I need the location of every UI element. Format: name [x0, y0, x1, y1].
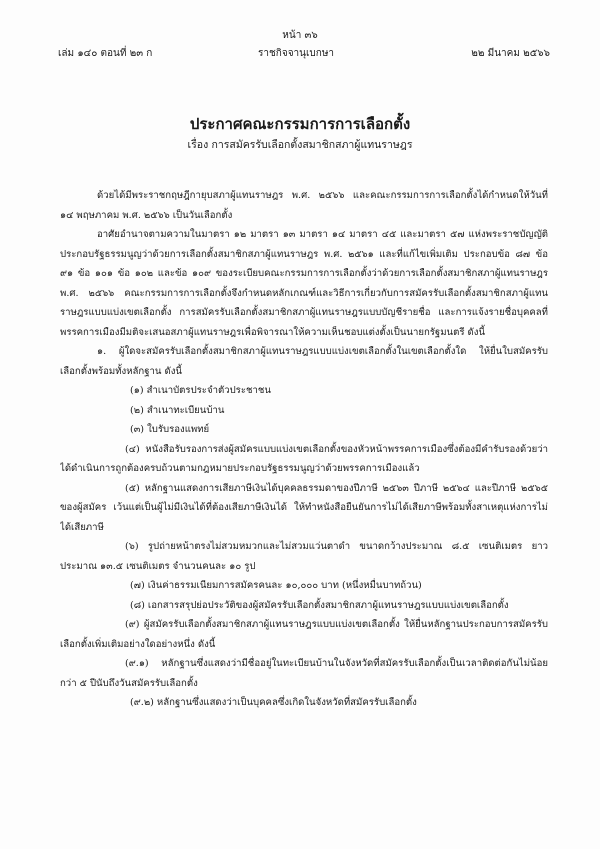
paragraph-clause-1: ๑. ผู้ใดจะสมัครรับเลือกตั้งสมาชิกสภาผู้แทนราษฎรแบบแบ่งเขตเลือกตั้งในเขตเลือกตั้งใด ให้ยื่นใบสมัครรับเลือกตั้งพร้อมทั้งหลักฐาน ดังนี้	[60, 346, 548, 377]
list-item: (๖) รูปถ่ายหน้าตรงไม่สวมหมวกและไม่สวมแว่นตาดำ ขนาดกว้างประมาณ ๘.๕ เซนติเมตร ยาวประมาณ ๑๓.๕ เซนติเมตร จำนวนคนละ ๑๐ รูป	[60, 541, 548, 572]
list-item: (๔) หนังสือรับรองการส่งผู้สมัครแบบแบ่งเขตเลือกตั้งของหัวหน้าพรรคการเมืองซึ่งต้องมีคำรับรองด้วยว่าได้ดำเนินการถูกต้องครบถ้วนตามกฎหมายประกอบรัฐธรรมนูญว่าด้วยพรรคการเมืองแล้ว	[60, 443, 548, 474]
gazette-date: ๒๒ มีนาคม ๒๕๖๖	[471, 48, 550, 59]
sub-list-item: (๙.๒) หลักฐานซึ่งแสดงว่าเป็นบุคคลซึ่งเกิดในจังหวัดที่สมัครรับเลือกตั้ง	[130, 697, 417, 708]
announcement-title: ประกาศคณะกรรมการการเลือกตั้ง	[189, 115, 411, 133]
volume-issue: เล่ม ๑๔๐ ตอนที่ ๒๓ ก	[58, 48, 153, 59]
gazette-name: ราชกิจจานุเบกษา	[258, 48, 335, 59]
list-item: (๑) สำเนาบัตรประจำตัวประชาชน	[130, 385, 271, 396]
paragraph-authority: อาศัยอำนาจตามความในมาตรา ๑๒ มาตรา ๑๓ มาตรา ๑๔ มาตรา ๔๕ และมาตรา ๕๗ แห่งพระราชบัญญัติประกอบรัฐธรรมนูญว่าด้วยการเลือกตั้งสมาชิกสภาผู้แทนราษฎร พ.ศ. ๒๕๖๑ และที่แก้ไขเพิ่มเติม ประกอบข้อ ๘๗ ข้อ ๙๑ ข้อ ๑๐๑ ข้อ ๑๐๒ และข้อ ๑๐๙ ของระเบียบคณะกรรมการการเลือกตั้งว่าด้วยการเลือกตั้งสมาชิกสภาผู้แทนราษฎร พ.ศ. ๒๕๖๖ คณะกรรมการการเลือกตั้งจึงกำหนดหลักเกณฑ์และวิธีการเกี่ยวกับการสมัครรับเลือกตั้งสมาชิกสภาผู้แทนราษฎรแบบแบ่งเขตเลือกตั้ง การสมัครรับเลือกตั้งสมาชิกสภาผู้แทนราษฎรแบบบัญชีรายชื่อ และการแจ้งรายชื่อบุคคลที่พรรคการเมืองมีมติจะเสนอสภาผู้แทนราษฎรเพื่อพิจารณาให้ความเห็นชอบแต่งตั้งเป็นนายกรัฐมนตรี ดังนี้	[60, 229, 548, 338]
list-item: (๓) ใบรับรองแพทย์	[130, 424, 210, 435]
list-item: (๘) เอกสารสรุปย่อประวัติของผู้สมัครรับเลือกตั้งสมาชิกสภาผู้แทนราษฎรแบบแบ่งเขตเลือกตั้ง	[130, 599, 509, 611]
announcement-body	[60, 186, 548, 713]
paragraph-preamble: ด้วยได้มีพระราชกฤษฎีกายุบสภาผู้แทนราษฎร พ.ศ. ๒๕๖๖ และคณะกรรมการการเลือกตั้งได้กำหนดให้วันที่ ๑๔ พฤษภาคม พ.ศ. ๒๕๖๖ เป็นวันเลือกตั้ง	[60, 190, 548, 221]
announcement-subject: เรื่อง การสมัครรับเลือกตั้งสมาชิกสภาผู้แทนราษฎร	[187, 139, 413, 151]
list-item: (๗) เงินค่าธรรมเนียมการสมัครคนละ ๑๐,๐๐๐ บาท (หนึ่งหมื่นบาทถ้วน)	[130, 580, 422, 591]
list-item: (๕) หลักฐานแสดงการเสียภาษีเงินได้บุคคลธรรมดาของปีภาษี ๒๕๖๓ ปีภาษี ๒๕๖๔ และปีภาษี ๒๕๖๕ ของผู้สมัคร เว้นแต่เป็นผู้ไม่มีเงินได้ที่ต้องเสียภาษีเงินได้ ให้ทำหนังสือยืนยันการไม่ได้เสียภาษีพร้อมทั้งสาเหตุแห่งการไม่ได้เสียภาษี	[60, 482, 548, 533]
list-item: (๙) ผู้สมัครรับเลือกตั้งสมาชิกสภาผู้แทนราษฎรแบบแบ่งเขตเลือกตั้ง ให้ยื่นหลักฐานประกอบการสมัครรับเลือกตั้งเพิ่มเติมอย่างใดอย่างหนึ่ง ดังนี้	[60, 619, 548, 650]
list-item: (๒) สำเนาทะเบียนบ้าน	[130, 404, 225, 416]
gazette-header	[58, 46, 550, 60]
page-number: หน้า ๓๖	[282, 30, 318, 41]
sub-list-item: (๙.๑) หลักฐานซึ่งแสดงว่ามีชื่ออยู่ในทะเบียนบ้านในจังหวัดที่สมัครรับเลือกตั้งเป็นเวลาติดต่อกันไม่น้อยกว่า ๕ ปีนับถึงวันสมัครรับเลือกตั้ง	[60, 658, 548, 689]
